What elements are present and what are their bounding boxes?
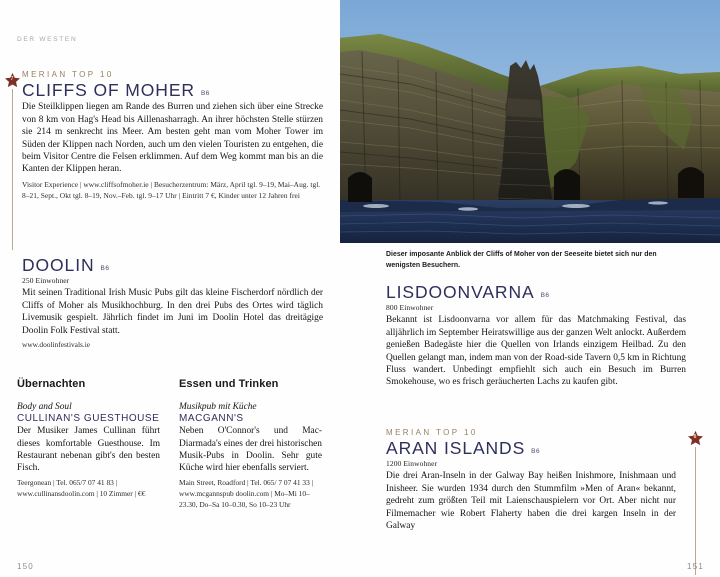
running-head: DER WESTEN	[17, 36, 78, 43]
star-number: 8	[693, 433, 697, 440]
grid-ref: B6	[100, 265, 110, 272]
service-name: CULLINAN'S GUESTHOUSE	[17, 413, 160, 424]
service-heading: Essen und Trinken	[179, 378, 279, 390]
service-column-uebernachten	[17, 378, 160, 510]
left-page	[0, 0, 340, 577]
section-cliffs-of-moher	[22, 70, 323, 201]
service-description: Der Musiker James Cullinan führt dieses komfortable Guesthouse. Im Restaurant nebenan gibt's den besten Fisch.	[17, 426, 160, 474]
marker-rule	[695, 447, 696, 575]
section-aran-islands	[386, 428, 676, 532]
section-doolin	[22, 256, 323, 350]
population-lisdoonvarna: 800 Einwohner	[386, 303, 434, 313]
grid-ref: B6	[531, 448, 541, 455]
section-lisdoonvarna	[386, 283, 686, 389]
service-kicker: Musikpub mit Küche	[179, 402, 257, 412]
body-text-aran: Die drei Aran-Inseln in der Galway Bay heißen Inishmore, Inishmaan und Inisheer. Sie wurden 1934 durch den Stummfilm »Men of Aran« bekannt, gedreht zum größten Teil mit Laienschauspielern vor Ort. Aber nicht nur Filmemacher wie Robert Flaherty haben die drei kargen Inseln in der Galway	[386, 471, 676, 531]
page-title-aran	[386, 439, 676, 457]
star-icon	[687, 430, 704, 447]
poi-title-text: DOOLIN	[22, 255, 95, 275]
poi-title-text: LISDOONVARNA	[386, 282, 535, 302]
service-meta: Main Street, Roadford | Tel. 065/ 7 07 41 33 | www.mcgannspub doolin.com | Mo–Mi 10–23.30, Do–Sa 10–0.30, So 10–23 Uhr	[179, 477, 314, 509]
folio-right: 151	[687, 562, 704, 571]
page-title-lisdoonvarna	[386, 283, 686, 301]
population-aran: 1200 Einwohner	[386, 459, 438, 469]
cliffs-of-moher-from-sea-photo	[340, 0, 720, 243]
poi-title-text: CLIFFS OF MOHER	[22, 80, 195, 100]
grid-ref: B6	[200, 90, 210, 97]
eyebrow-merian-top-10: MERIAN TOP 10	[22, 70, 114, 79]
body-text-lisdoonvarna: Bekannt ist Lisdoonvarna vor allem für das Matchmaking Festival, das alljährlich im September Heiratswillige aus der ganzen Welt anlockt. Außerdem genießen Badegäste hier die Quellen von Irlands einzigem Heilbad. Zu den Quellen gelangt man, indem man von der Road-side Tavern 0,5 km in Richtung Fluss wandert. Unbedingt empfiehlt sich auch ein Besuch im Burren Smokehouse, wo es frisch geräucherten Lachs zu kaufen gibt.	[386, 315, 686, 388]
marker-rule	[12, 89, 13, 250]
service-column-essen-und-trinken	[179, 378, 322, 510]
folio-left: 150	[17, 562, 34, 571]
url-doolin-festivals[interactable]: www.doolinfestivals.ie	[22, 340, 91, 349]
service-description: Neben O'Connor's und Mac-Diarmada's eines der drei historischen Musik-Pubs in Doolin. Sehr gute Küche wird hier ebenfalls serviert.	[179, 426, 322, 474]
service-meta: Teergonean | Tel. 065/7 07 41 83 | www.cullinansdoolin.com | 10 Zimmer | €€	[17, 477, 146, 498]
service-heading: Übernachten	[17, 378, 86, 390]
service-name: MACGANN'S	[179, 413, 244, 424]
info-line-cliffs: Visitor Experience | www.cliffsofmoher.ie | Besucherzentrum: März, April tgl. 9–19, Mai–Aug. tgl. 8–21, Sept., Okt tgl. 8–19, Nov.–Feb. tgl. 9–17 Uhr | Eintritt 7 €, Kinder unter 12 Jahren frei	[22, 179, 321, 201]
body-text-cliffs: Die Steilklippen liegen am Rande des Burren und ziehen sich über eine Strecke von 8 km von Hag's Head bis Aillenasharragh. An ihrer höchsten Stelle stürzen sie 214 m senkrecht ins Meer. Am besten geht man vom Moher Tower im Süden der Klippen nach Norden, auch um den vielen Touristen zu entgehen, die beim Visitor Centre die Felsen erklimmen. Auf dem Weg kommt man bis an die Kanten der Klippen heran.	[22, 102, 323, 175]
service-kicker: Body and Soul	[17, 402, 72, 412]
population-doolin: 250 Einwohner	[22, 276, 70, 286]
body-text-doolin: Mit seinen Traditional Irish Music Pubs gilt das kleine Fischerdorf nördlich der Cliffs of Moher als Musikhochburg. In den drei Pubs des Ortes wird täglich Livemusik gespielt. Jährlich findet im Juni im Doolin Hotel das dreitägige Doolin Folk Festival statt.	[22, 288, 323, 336]
page-title-doolin	[22, 256, 323, 274]
poi-title-text: ARAN ISLANDS	[386, 438, 526, 458]
star-icon	[4, 72, 21, 89]
service-columns	[17, 378, 323, 510]
merian-top10-marker-cliffs	[3, 72, 21, 250]
page-title-cliffs	[22, 81, 323, 99]
merian-top10-marker-aran	[686, 430, 704, 575]
eyebrow-merian-top-10: MERIAN TOP 10	[386, 428, 478, 437]
photo-caption: Dieser imposante Anblick der Cliffs of Moher von der Seeseite bietet sich nur den wenigsten Besuchern.	[386, 251, 657, 269]
grid-ref: B6	[540, 292, 550, 299]
star-number: 7	[10, 75, 14, 82]
